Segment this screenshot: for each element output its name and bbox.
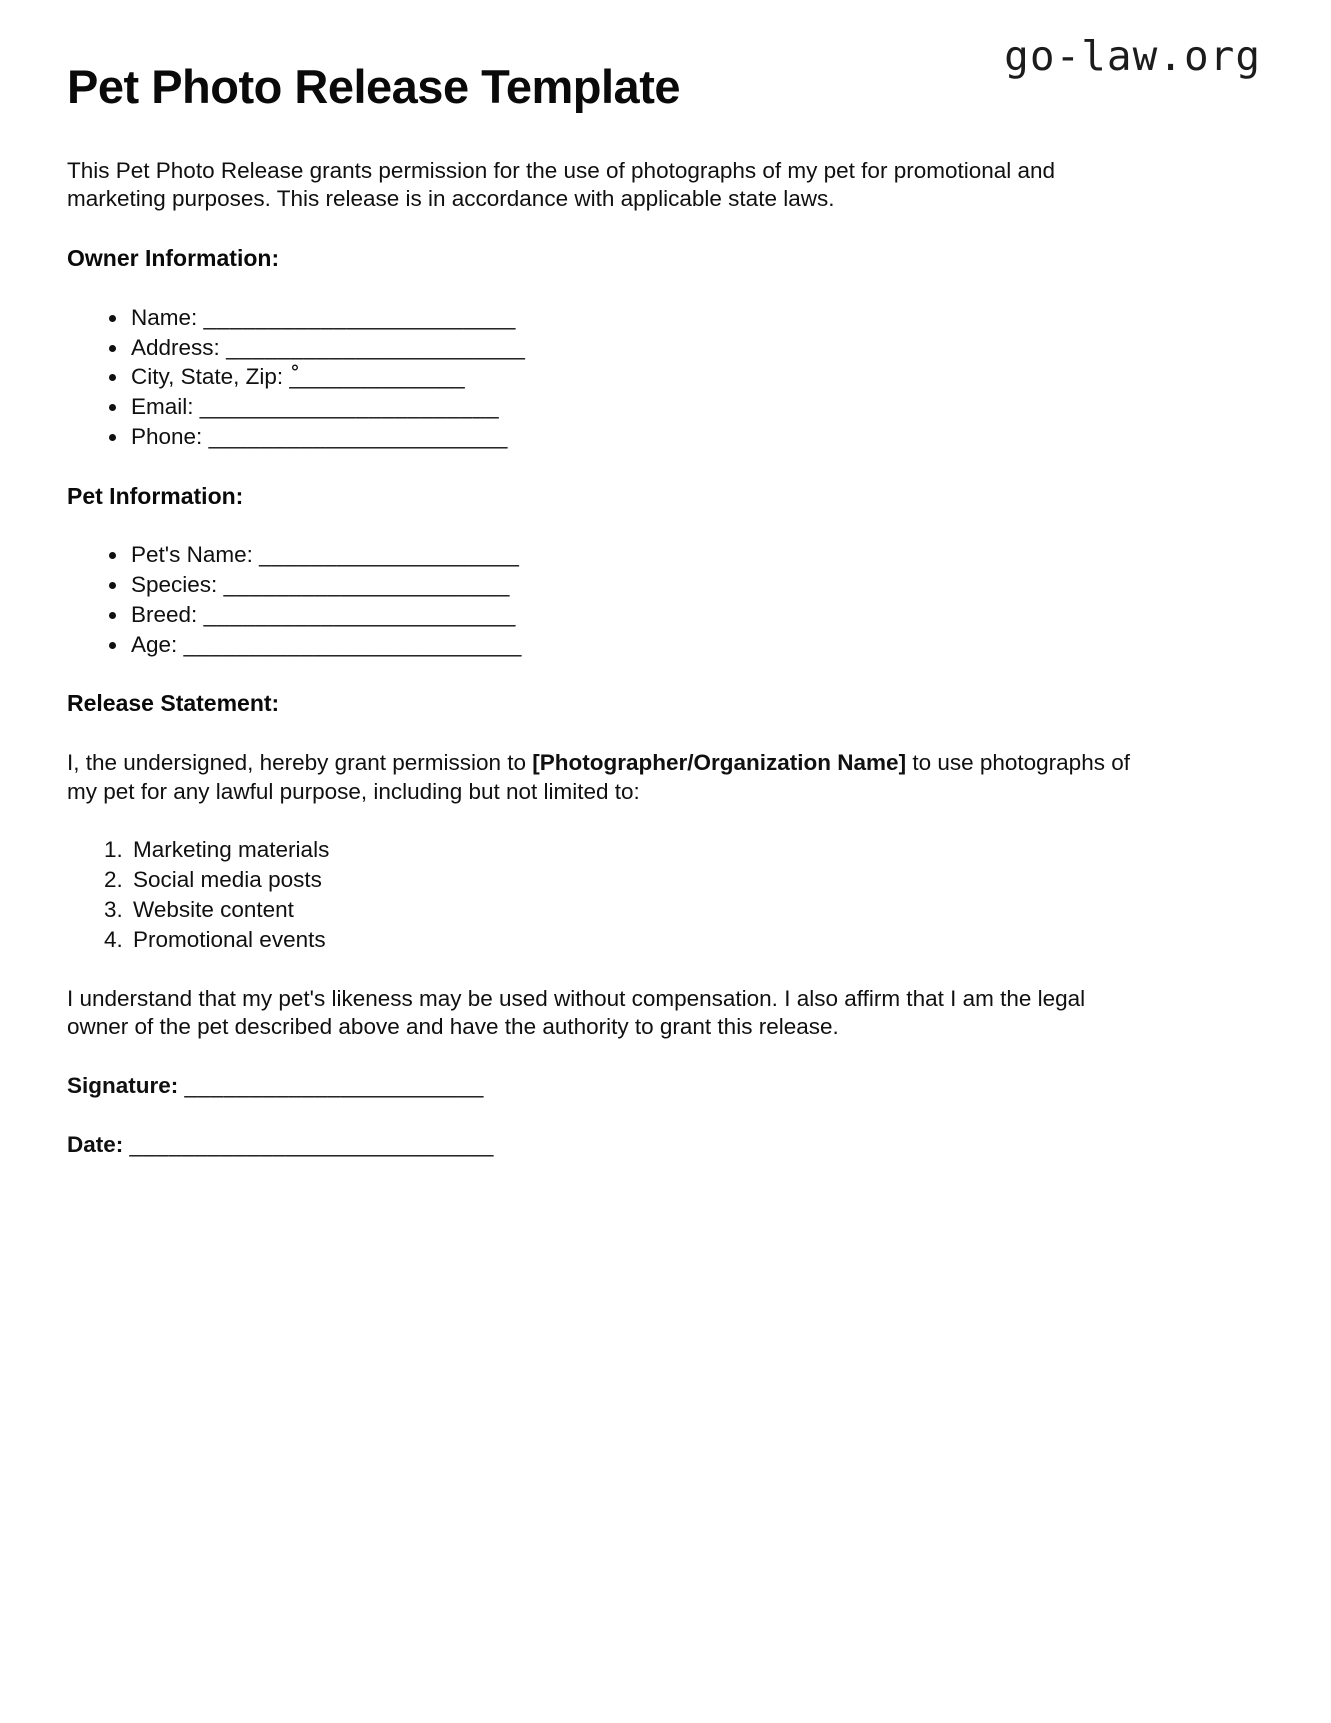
blank-line: _______________________ xyxy=(208,423,508,449)
signature-label: Signature: xyxy=(67,1073,179,1099)
purpose-list xyxy=(67,836,1261,954)
document-title: Pet Photo Release Template xyxy=(67,60,680,113)
acknowledgment-paragraph: I understand that my pet's likeness may be used without compensation. I also affirm that I am the legal owner of the pet described above and have the authority to grant this release. xyxy=(67,985,1086,1040)
blank-line: ________________________ xyxy=(203,304,516,330)
pet-field-species xyxy=(129,571,1261,600)
field-label: Address: xyxy=(131,334,220,360)
release-statement-heading: Release Statement: xyxy=(67,690,280,717)
blank-line: ____________________ xyxy=(259,542,520,568)
owner-information-list xyxy=(67,304,1261,452)
owner-field-email xyxy=(129,393,1261,422)
field-label: Phone: xyxy=(131,423,203,449)
photographer-organization-placeholder: [Photographer/Organization Name] xyxy=(532,749,907,775)
purpose-item-promotional: 4. Promotional events xyxy=(129,926,1261,955)
signature-row xyxy=(67,1072,1261,1101)
date-blank-line: ____________________________ xyxy=(129,1131,494,1157)
owner-field-phone xyxy=(129,423,1261,452)
field-label: Species: xyxy=(131,571,218,597)
blank-line: ______________________ xyxy=(223,571,510,597)
purpose-item-marketing: 1. Marketing materials xyxy=(129,836,1261,865)
owner-field-address xyxy=(129,334,1261,363)
field-label: Age: xyxy=(131,631,178,657)
signature-blank-line: _______________________ xyxy=(184,1073,484,1099)
blank-line: ْ______________ xyxy=(289,364,465,390)
blank-line: ________________________ xyxy=(203,601,516,627)
blank-line: _______________________ xyxy=(226,334,526,360)
grant-text-before: I, the undersigned, hereby grant permission to xyxy=(67,749,533,775)
pet-information-heading: Pet Information: xyxy=(67,482,244,509)
owner-information-heading: Owner Information: xyxy=(67,245,280,272)
intro-paragraph: This Pet Photo Release grants permission for the use of photographs of my pet for promotional and marketing purposes. This release is in accordance with applicable state laws. xyxy=(67,157,1056,212)
grant-paragraph xyxy=(67,749,1152,807)
field-label: Name: xyxy=(131,304,198,330)
blank-line: __________________________ xyxy=(183,631,522,657)
pet-field-name xyxy=(129,541,1261,570)
field-label: City, State, Zip: xyxy=(131,364,284,390)
date-label: Date: xyxy=(67,1131,124,1157)
pet-information-list xyxy=(67,541,1261,659)
grant-text-after: to use photographs of my pet for any lawful purpose, including but not limited to: xyxy=(67,749,1130,804)
field-label: Breed: xyxy=(131,601,198,627)
blank-line: _______________________ xyxy=(199,394,500,420)
owner-field-city-state-zip xyxy=(129,363,1261,392)
purpose-item-social-media: 2. Social media posts xyxy=(129,866,1261,895)
owner-field-name xyxy=(129,304,1261,333)
date-row xyxy=(67,1131,1261,1160)
site-logo: go-law.org xyxy=(1004,32,1261,80)
field-label: Pet's Name: xyxy=(131,542,253,568)
purpose-item-website: 3. Website content xyxy=(129,896,1261,925)
field-label: Email: xyxy=(131,394,194,420)
pet-field-breed xyxy=(129,601,1261,630)
pet-field-age xyxy=(129,631,1261,660)
